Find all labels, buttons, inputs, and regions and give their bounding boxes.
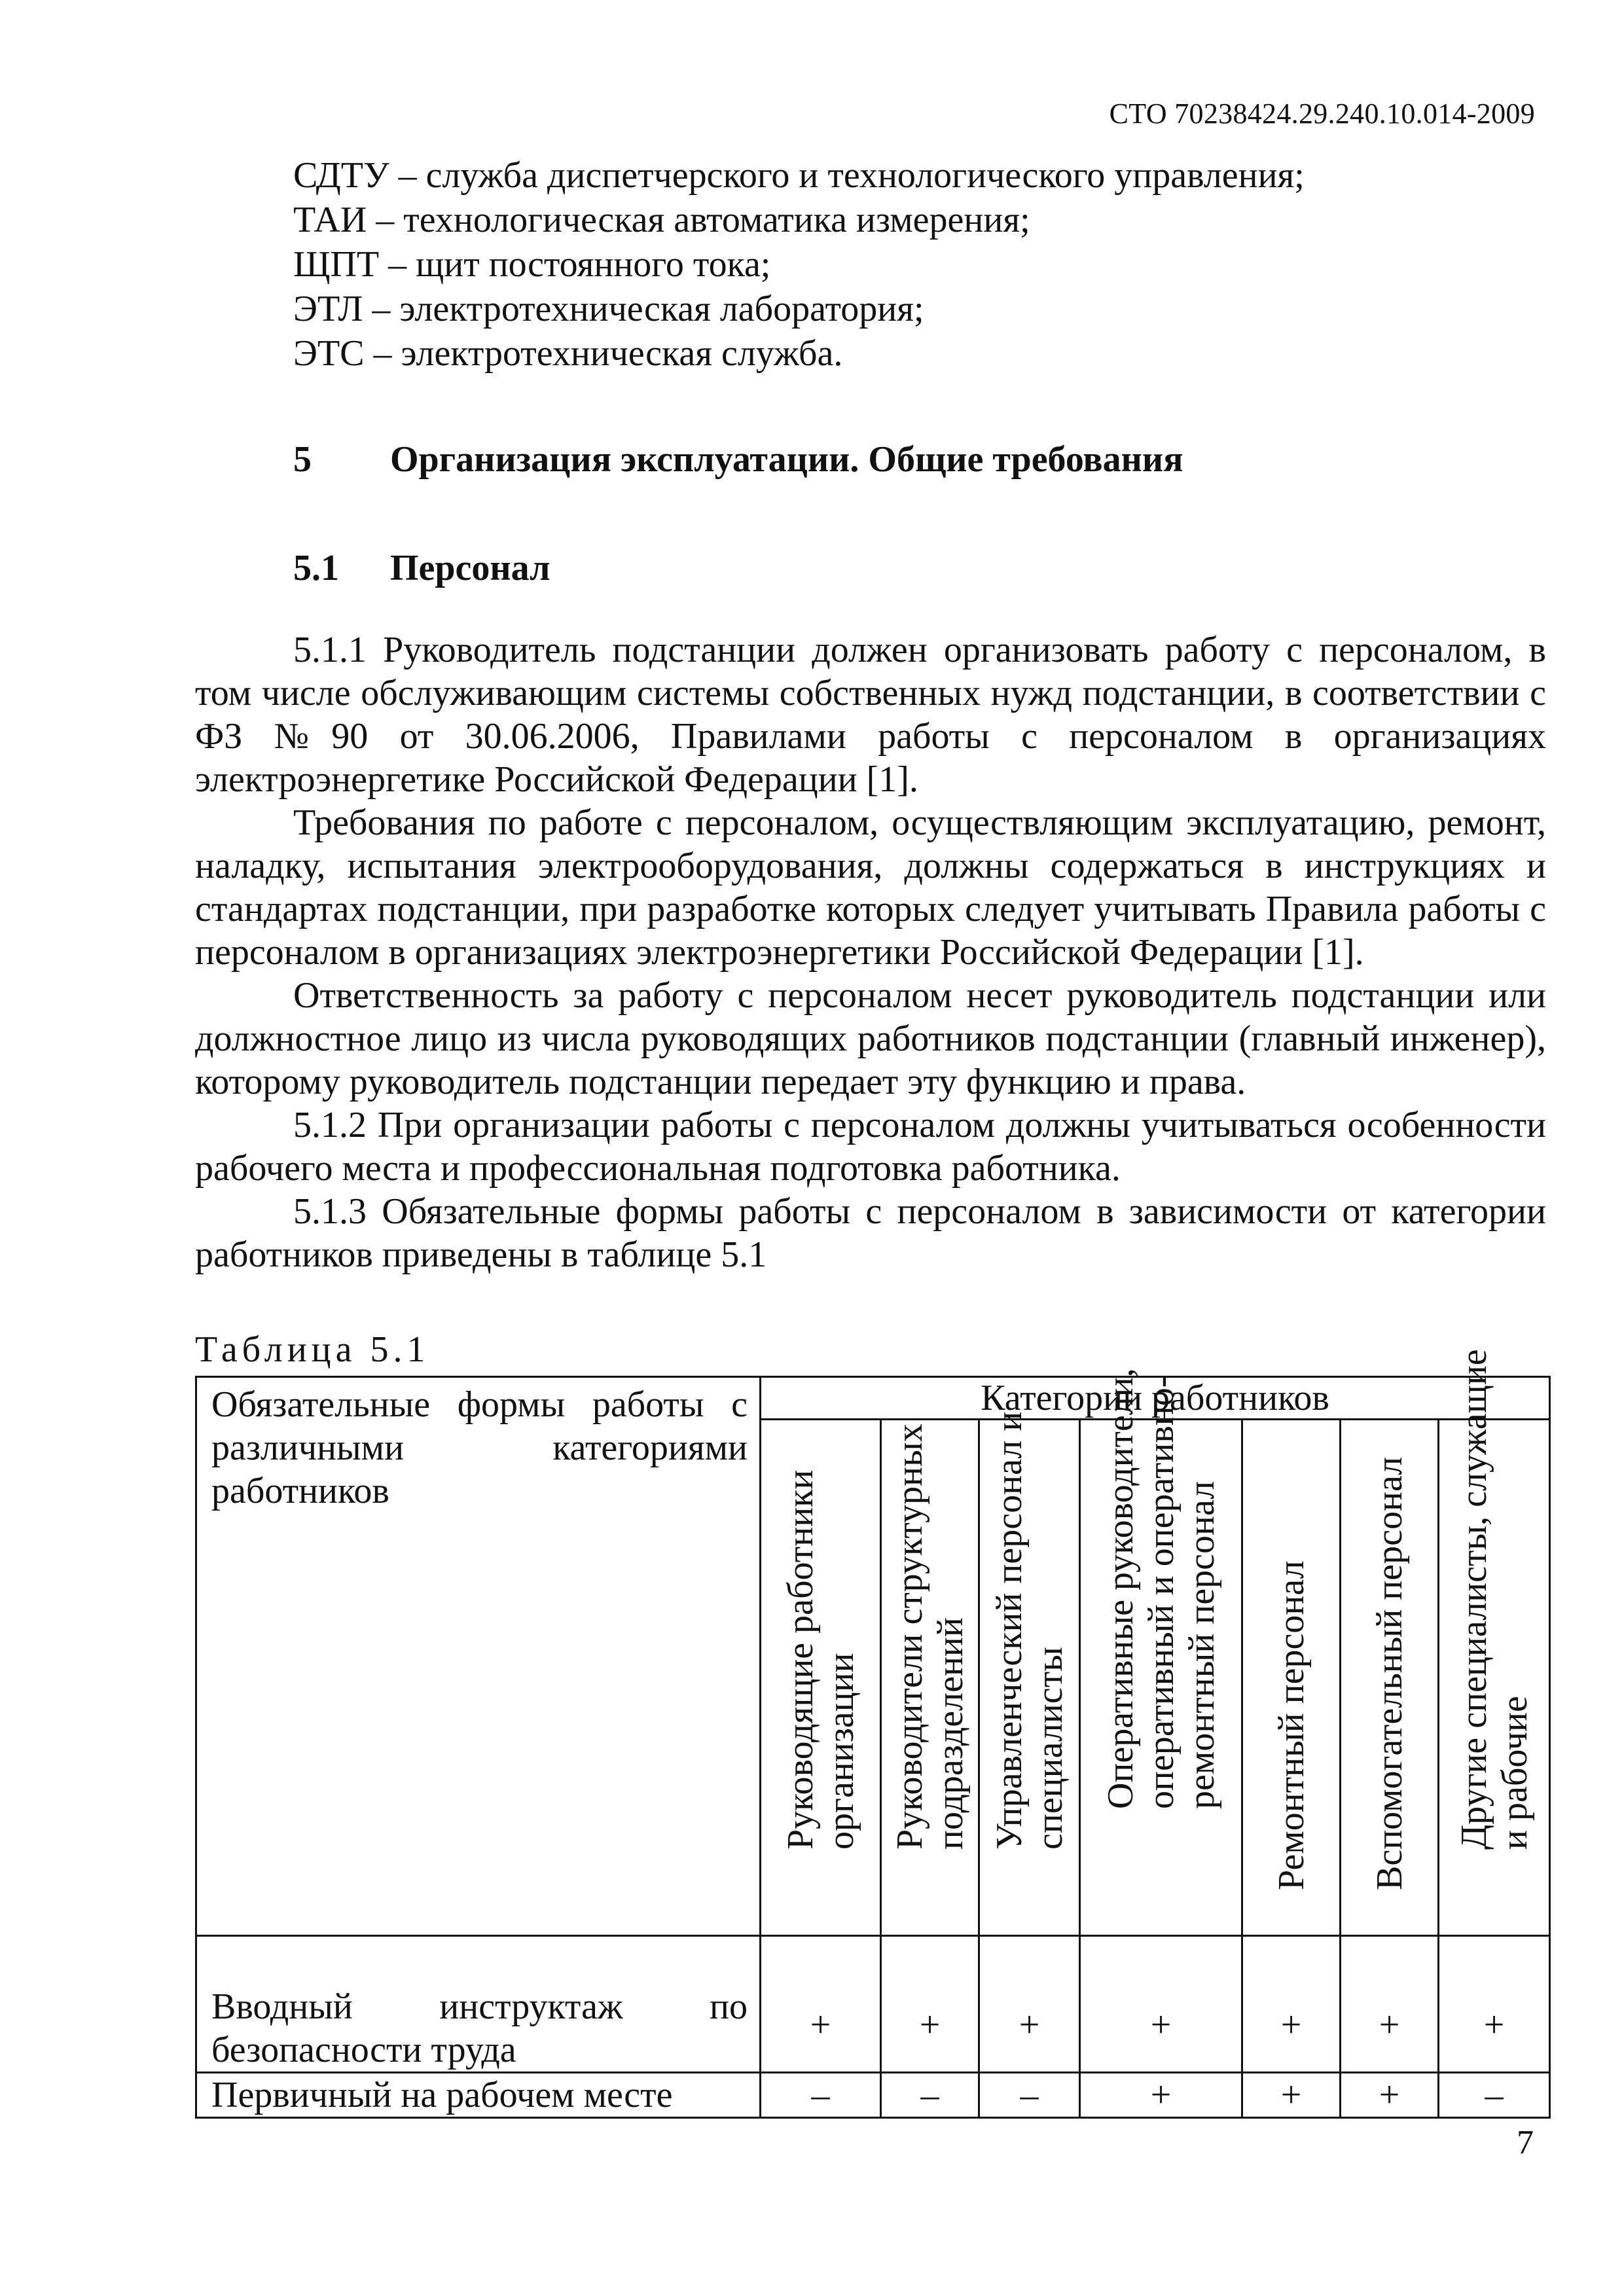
category-label: Руководящие работники организации [780, 1469, 861, 1850]
table-cell: + [1080, 2073, 1242, 2118]
body-text [195, 628, 1546, 1276]
table-cell: + [1242, 2073, 1341, 2118]
abbreviation-item: СДТУ – служба диспетчерского и технологического управления; [293, 155, 1305, 196]
table-cell: + [1341, 2073, 1439, 2118]
category-header-cell [1080, 1368, 1242, 1936]
table-cell: + [1341, 1936, 1439, 2073]
row-label: Первичный на рабочем месте [196, 2073, 761, 2118]
table-row [196, 2073, 1550, 2118]
table-cell: + [1242, 1936, 1341, 2073]
paragraph: 5.1.3 Обязательные формы работы с персоналом в зависимости от категории работников приведены в таблице 5.1 [195, 1191, 1546, 1275]
category-label: Оперативные руководители, оперативный и оперативно- ремонтный персонал [1100, 1368, 1222, 1809]
table-cell: – [979, 2073, 1080, 2118]
category-header-cell [1242, 1420, 1341, 1936]
page-number: 7 [1517, 2124, 1534, 2161]
category-label: Ремонтный персонал [1271, 1560, 1312, 1890]
category-header-cell [1439, 1349, 1550, 1936]
paragraph: Ответственность за работу с персоналом несет руководитель подстанции или должностное лицо из числа руководящих работников подстанции (главный инженер), которому руководитель подстанции передает эту функцию и права. [195, 975, 1546, 1102]
section-title: Организация эксплуатации. Общие требования [390, 439, 1183, 480]
table-cell: + [979, 1936, 1080, 2073]
category-header-cell [979, 1411, 1080, 1936]
section-number: 5 [293, 439, 312, 480]
table-cell: + [1439, 1936, 1550, 2073]
section-heading-5 [293, 439, 1183, 480]
row-label: Вводный инструктаж по безопасности труда [196, 1936, 761, 2073]
abbreviation-item: ЩПТ – щит постоянного тока; [293, 244, 771, 285]
section-title: Персонал [390, 548, 550, 588]
table-cell: + [761, 1936, 881, 2073]
paragraph: Требования по работе с персоналом, осуществляющим эксплуатацию, ремонт, наладку, испытания электрооборудования, должны содержаться в инструкциях и стандартах подстанции, при разработке которых следует учитывать Правила работы с персоналом в организациях электроэнергетики Российской Федерации [1]. [195, 802, 1546, 973]
category-header-cell [1341, 1420, 1439, 1936]
category-label: Другие специалисты, служащие и рабочие [1453, 1349, 1535, 1850]
abbreviation-list [293, 153, 1305, 376]
category-label: Руководители структурных подразделений [889, 1424, 971, 1850]
category-header-cell [761, 1420, 881, 1936]
category-label: Вспомогательный персонал [1369, 1456, 1410, 1890]
category-header-cell [881, 1420, 979, 1936]
table-cell: + [1080, 1936, 1242, 2073]
categories-header: Категории работников [761, 1377, 1550, 1420]
forms-column-header: Обязательные формы работы с различными категориями работников [196, 1377, 761, 1936]
document-code: СТО 70238424.29.240.10.014-2009 [1109, 98, 1535, 130]
table-cell: – [1439, 2073, 1550, 2118]
paragraph: 5.1.1 Руководитель подстанции должен организовать работу с персоналом, в том числе обслуживающим системы собственных нужд подстанции, в соответствии с ФЗ №90 от 30.06.2006, Правилами работы с персоналом в организациях электроэнергетике Российской Федерации [1]. [195, 630, 1546, 800]
table-row [196, 1936, 1550, 2073]
abbreviation-item: ТАИ – технологическая автоматика измерения; [293, 200, 1030, 240]
section-heading-5-1 [293, 547, 550, 589]
abbreviation-item: ЭТЛ – электротехническая лаборатория; [293, 289, 924, 329]
paragraph: 5.1.2 При организации работы с персоналом должны учитываться особенности рабочего места и профессиональная подготовка работника. [195, 1105, 1546, 1189]
table-cell: + [881, 1936, 979, 2073]
abbreviation-item: ЭТС – электротехническая служба. [293, 333, 843, 374]
section-number: 5.1 [293, 548, 339, 588]
table-caption: Таблица 5.1 [195, 1329, 430, 1370]
table-cell: – [881, 2073, 979, 2118]
table-cell: – [761, 2073, 881, 2118]
category-label: Управленческий персонал и специалисты [988, 1411, 1070, 1850]
